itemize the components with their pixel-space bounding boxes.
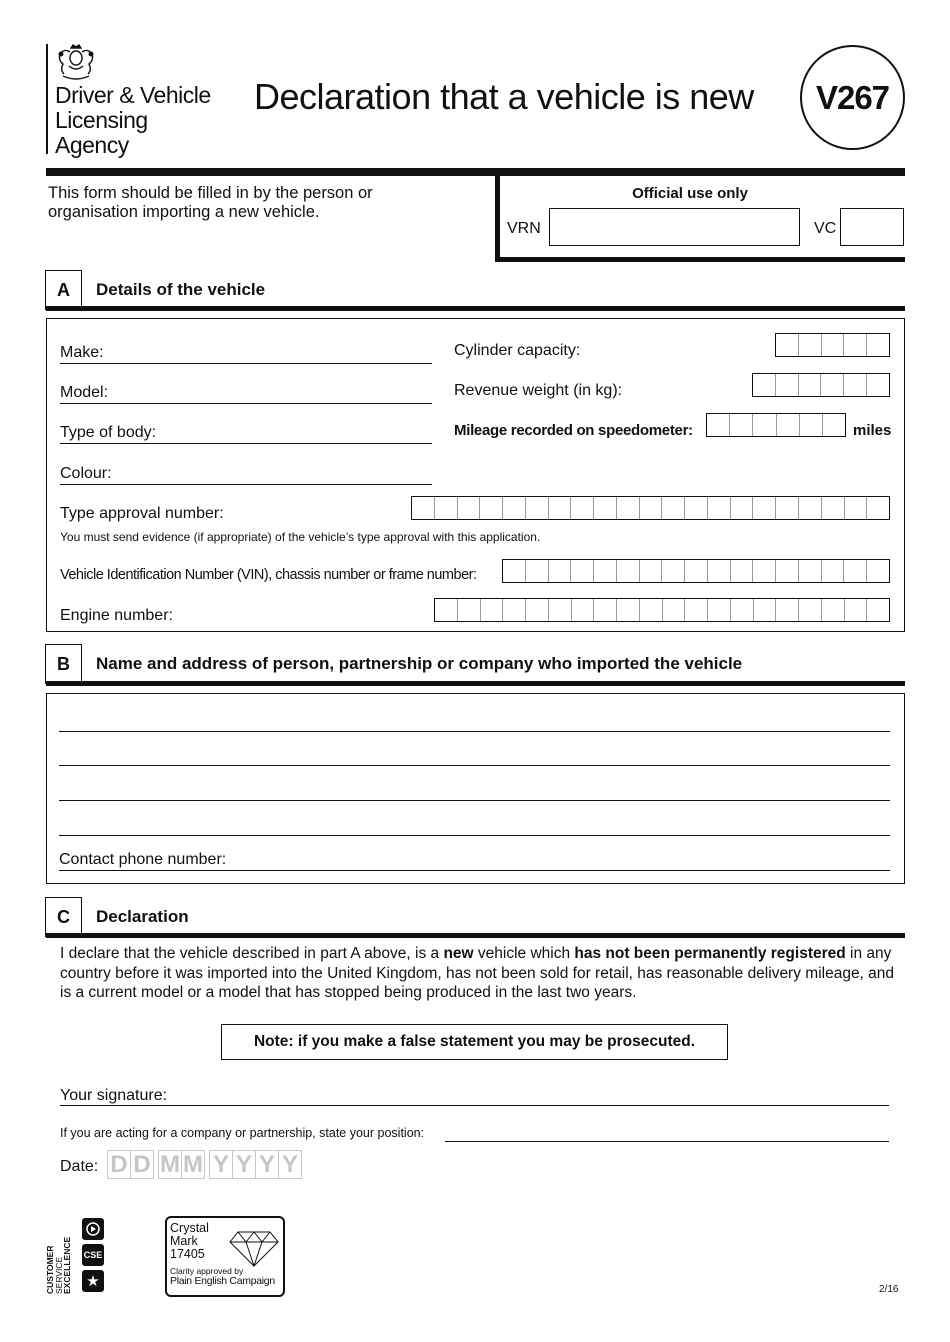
page-reference: 2/16 [879, 1284, 899, 1295]
make-label: Make: [60, 344, 104, 361]
colour-label: Colour: [60, 465, 112, 482]
agency-divider [46, 44, 48, 154]
crystal-mark-caption: Clarity approved by Plain English Campaign [170, 1266, 275, 1287]
royal-crest-icon [55, 44, 97, 82]
section-b-title: Name and address of person, partnership or company who imported the vehicle [96, 654, 743, 673]
declaration-text: I declare that the vehicle described in part A above, is a new vehicle which has not been permanently registered in any country before it was imported into the United Kingdom, has not been sold for retail, has reasonable delivery mileage, and is a current model or a model that has stopped being produced in the last two years. [60, 945, 895, 1001]
date-year-box[interactable]: Y [278, 1150, 302, 1179]
customer-service-excellence-logo: CUSTOMER SERVICE EXCELLENCE CSE ★ [46, 1216, 114, 1296]
play-icon [82, 1218, 104, 1240]
date-label: Date: [60, 1158, 99, 1175]
vrn-field[interactable] [549, 208, 800, 246]
address-line-2[interactable] [59, 765, 890, 766]
miles-unit: miles [853, 422, 892, 439]
agency-name: Driver & Vehicle Licensing Agency [55, 82, 211, 158]
section-b-letter: B [45, 644, 82, 684]
official-use-title: Official use only [632, 185, 748, 202]
date-day-box[interactable]: D [130, 1150, 154, 1179]
signature-field[interactable] [60, 1105, 889, 1106]
section-a-rule [46, 306, 905, 311]
cylinder-capacity-label: Cylinder capacity: [454, 342, 581, 359]
diamond-icon [228, 1226, 280, 1268]
phone-field[interactable] [59, 870, 890, 871]
section-c-letter: C [45, 897, 82, 937]
form-title: Declaration that a vehicle is new [254, 76, 754, 117]
model-field[interactable] [60, 403, 432, 404]
cylinder-capacity-boxes[interactable] [775, 333, 890, 357]
section-a-letter: A [45, 270, 82, 310]
type-approval-boxes[interactable] [411, 496, 890, 520]
date-month-box[interactable]: M [183, 1150, 203, 1178]
section-c-rule [46, 933, 905, 938]
address-line-3[interactable] [59, 800, 890, 801]
position-field[interactable] [445, 1141, 889, 1142]
engine-number-label: Engine number: [60, 607, 173, 624]
model-label: Model: [60, 384, 109, 401]
section-c-title: Declaration [96, 907, 189, 926]
vc-label: VC [814, 220, 837, 237]
revenue-weight-label: Revenue weight (in kg): [454, 382, 623, 399]
mileage-boxes[interactable] [706, 413, 846, 437]
intro-text: This form should be filled in by the person or organisation importing a new vehicle. [48, 184, 373, 221]
make-field[interactable] [60, 363, 432, 364]
date-year-box[interactable]: Y [209, 1150, 233, 1179]
colour-field[interactable] [60, 484, 432, 485]
address-line-1[interactable] [59, 731, 890, 732]
crystal-mark-text: Crystal Mark 17405 [170, 1221, 209, 1261]
vehicle-details-panel [46, 318, 905, 632]
date-field[interactable] [107, 1150, 301, 1179]
header-rule [46, 168, 905, 176]
address-line-4[interactable] [59, 835, 890, 836]
type-approval-note: You must send evidence (if appropriate) of the vehicle’s type approval with this application. [60, 530, 541, 544]
section-b-rule [46, 681, 905, 686]
date-day-box[interactable]: D [107, 1150, 131, 1179]
engine-number-boxes[interactable] [434, 598, 890, 622]
date-year-box[interactable]: Y [232, 1150, 256, 1179]
date-month-box[interactable]: M [160, 1150, 180, 1178]
position-label: If you are acting for a company or partnership, state your position: [60, 1126, 425, 1140]
type-approval-label: Type approval number: [60, 505, 224, 522]
body-type-label: Type of body: [60, 424, 157, 441]
date-year-box[interactable]: Y [255, 1150, 279, 1179]
signature-label: Your signature: [60, 1087, 168, 1104]
star-icon: ★ [82, 1270, 104, 1292]
section-a-title: Details of the vehicle [96, 280, 266, 299]
mileage-label: Mileage recorded on speedometer: [454, 422, 693, 439]
vrn-label: VRN [507, 220, 541, 237]
revenue-weight-boxes[interactable] [752, 373, 890, 397]
vin-boxes[interactable] [502, 559, 890, 583]
cse-badge: CSE [82, 1244, 104, 1266]
body-type-field[interactable] [60, 443, 432, 444]
vc-field[interactable] [840, 208, 904, 246]
warning-note: Note: if you make a false statement you may be prosecuted. [221, 1024, 728, 1060]
vin-label: Vehicle Identification Number (VIN), chassis number or frame number: [60, 567, 477, 583]
form-code-badge: V267 [800, 45, 905, 150]
phone-label: Contact phone number: [59, 851, 227, 868]
